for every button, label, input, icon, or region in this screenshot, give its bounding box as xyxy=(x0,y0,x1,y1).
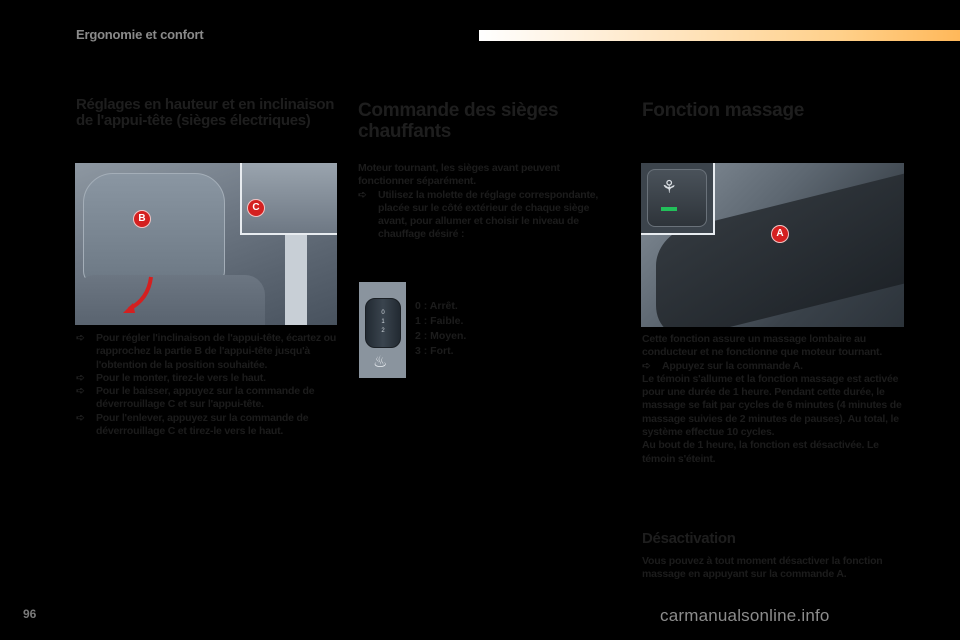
header-gradient-bar xyxy=(479,30,960,41)
massage-paragraph: Le témoin s'allume et la fonction massage est activée pour une durée de 1 heure. Pendant cette durée, le massage se fait par cycles de 6 minutes (4 minutes de massage suivies de 2 minutes de pauses). Au total, le système effectue 10 cycles. xyxy=(642,372,902,439)
label-badge-c: C xyxy=(247,199,265,217)
watermark-link[interactable]: carmanualsonline.info xyxy=(660,606,830,625)
massage-led-indicator xyxy=(661,207,677,211)
heated-seats-title: Commande des sièges chauffants xyxy=(358,100,559,142)
massage-control-illustration xyxy=(641,163,904,327)
heated-seats-intro: Moteur tournant, les sièges avant peuvent fonctionner séparément. xyxy=(358,162,560,188)
massage-intro: Cette fonction assure un massage lombaire au conducteur et ne fonctionne que moteur tournant. xyxy=(642,333,883,359)
level-item: 0 : Arrêt. xyxy=(415,300,458,312)
heat-levels-list xyxy=(415,299,466,359)
level-item: 1 : Faible. xyxy=(415,315,464,327)
massage-text xyxy=(642,333,912,466)
headrest-instructions xyxy=(76,332,338,438)
page-number: 96 xyxy=(23,607,37,621)
arrow-bullet-icon: ➪ xyxy=(76,411,85,424)
heat-wheel-illustration xyxy=(359,282,406,378)
seat-massage-icon: ⚘ xyxy=(661,177,678,197)
heated-seats-text xyxy=(358,162,616,242)
headrest-shape xyxy=(83,173,225,285)
list-item: ➪ Pour l'enlever, appuyez sur la commande de déverrouillage C et tirez-le vers le haut. xyxy=(76,411,309,438)
label-badge-a: A xyxy=(771,225,789,243)
heat-level-wheel: 0 1 2 xyxy=(365,298,401,348)
level-item: 2 : Moyen. xyxy=(415,330,467,342)
headrest-illustration xyxy=(75,163,337,325)
level-item: 3 : Fort. xyxy=(415,345,454,357)
list-item: ➪ Pour le baisser, appuyez sur la commande de déverrouillage C et sur l'appui-tête. xyxy=(76,385,315,411)
list-item: ➪ Utilisez la molette de réglage correspondante, placée sur le côté extérieur de chaque siège avant, pour allumer et choisir le niveau de chauffage désiré : xyxy=(358,188,599,241)
arrow-bullet-icon: ➪ xyxy=(642,359,651,372)
seat-heat-icon: ♨ xyxy=(373,354,388,371)
headrest-pillar xyxy=(285,235,307,325)
arrow-bullet-icon: ➪ xyxy=(76,332,85,344)
arrow-bullet-icon: ➪ xyxy=(76,385,85,398)
massage-paragraph: Au bout de 1 heure, la fonction est désactivée. Le témoin s'éteint. xyxy=(642,439,879,465)
headrest-adjust-title: Réglages en hauteur et en inclinaison de l'appui-tête (sièges électriques) xyxy=(76,96,335,129)
tilt-arrow-icon xyxy=(123,275,155,315)
list-item: ➪ Appuyez sur la commande A. xyxy=(642,359,803,372)
list-item: ➪ Pour régler l'inclinaison de l'appui-tête, écartez ou rapprochez la partie B de l'appui-tête jusqu'à l'obtention de la position souhaitée. xyxy=(76,332,337,371)
massage-title: Fonction massage xyxy=(642,100,805,121)
massage-button-inset xyxy=(641,163,715,235)
list-item: ➪ Pour le monter, tirez-le vers le haut. xyxy=(76,371,266,384)
deactivation-title: Désactivation xyxy=(642,530,736,547)
label-badge-b: B xyxy=(133,210,151,228)
seatback-shape xyxy=(75,275,265,325)
section-title: Ergonomie et confort xyxy=(76,27,204,42)
arrow-bullet-icon: ➪ xyxy=(358,188,367,201)
arrow-bullet-icon: ➪ xyxy=(76,371,85,384)
deactivation-text: Vous pouvez à tout moment désactiver la fonction massage en appuyant sur la commande A. xyxy=(642,555,883,581)
